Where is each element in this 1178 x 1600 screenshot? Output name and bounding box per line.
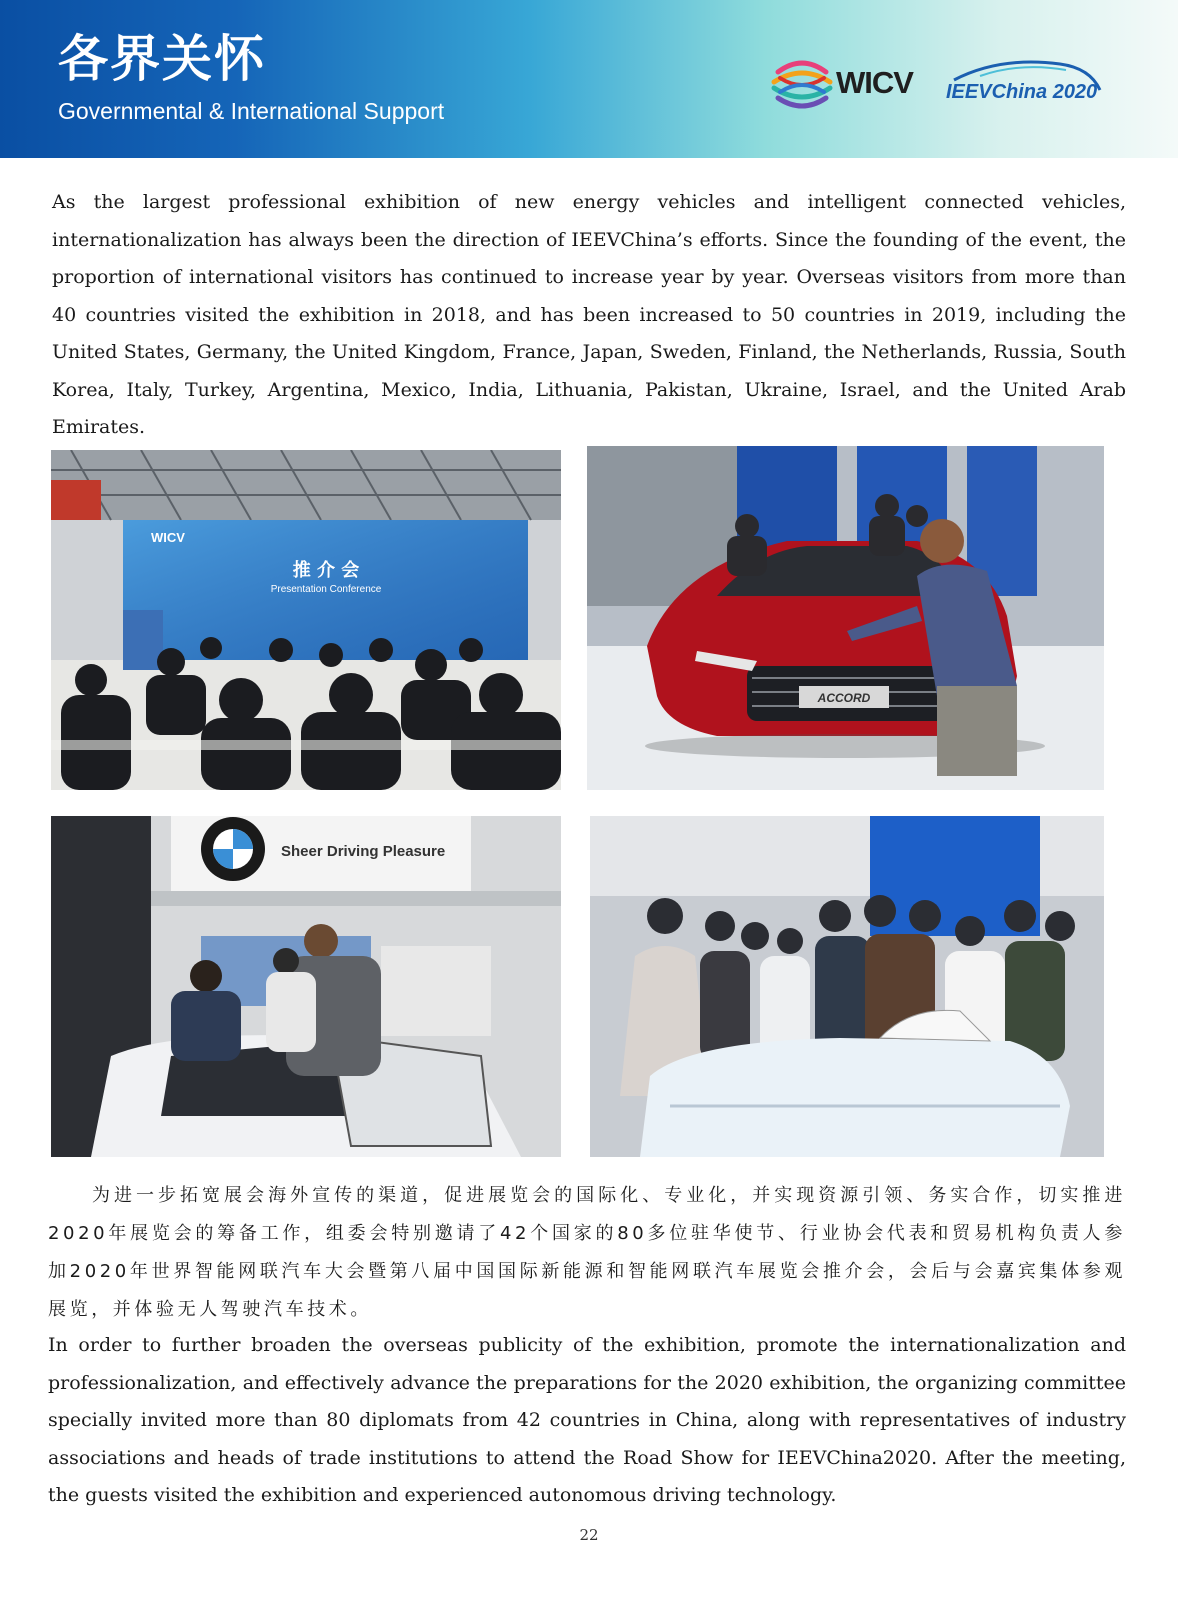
wicv-logo — [770, 52, 920, 116]
screen-brand-text: WICV — [151, 530, 185, 545]
screen-subtitle-text: Presentation Conference — [270, 584, 382, 595]
header-banner — [0, 0, 1178, 158]
photo-group-autonomous-car — [590, 816, 1104, 1157]
roadshow-paragraph-cn: 为进一步拓宽展会海外宣传的渠道，促进展览会的国际化、专业化，并实现资源引领、务实合作，切实推进2020年展览会的筹备工作，组委会特别邀请了42个国家的80多位驻华使节、行业协会代表和贸易机构负责人参加2020年世界智能网联汽车大会暨第八届中国国际新能源和智能网联汽车展览会推介会，会后与会嘉宾集体参观展览，并体验无人驾驶汽车技术。 — [48, 1185, 1126, 1320]
photo-honda-accord — [587, 446, 1104, 790]
roadshow-paragraph-en: In order to further broaden the overseas publicity of the exhibition, promote the internationalization and professionalization, and effectively advance the preparations for the 2020 exhibition, the organizing committee specially invited more than 80 diplomats from 42 countries in China, along with representatives of industry associations and heads of trade institutions to attend the Road Show for IEEVChina2020. After the meeting, the guests visited the exhibition and experienced autonomous driving technology. — [48, 1334, 1126, 1506]
ieevchina-logo — [940, 54, 1118, 118]
car-badge-text: ACCORD — [817, 691, 871, 705]
page-title-cn: 各界关怀 — [58, 30, 266, 88]
bmw-slogan-text: Sheer Driving Pleasure — [281, 843, 446, 860]
ieevchina-logo-text: IEEVChina 2020 — [946, 81, 1098, 103]
page-number: 22 — [579, 1526, 599, 1544]
wicv-logo-text: WICV — [836, 65, 913, 100]
photo-bmw-stand — [51, 816, 561, 1157]
photo-presentation-conference — [51, 450, 561, 790]
intro-paragraph-en: As the largest professional exhibition of new energy vehicles and intelligent connected vehicles, internationalization has always been the direction of IEEVChina’s efforts. Since the founding of the event, the proportion of international visitors has continued to increase year by year. Overseas visitors from more than 40 countries visited the exhibition in 2018, and has been increased to 50 countries in 2019, including the United States, Germany, the United Kingdom, France, Japan, Sweden, Finland, the Netherlands, Russia, South Korea, Italy, Turkey, Argentina, Mexico, India, Lithuania, Pakistan, Ukraine, Israel, and the United Arab Emirates. — [52, 191, 1126, 438]
page-title-en: Governmental & International Support — [58, 98, 445, 124]
screen-title-text: 推 介 会 — [292, 560, 360, 581]
wicv-logo-mark — [770, 52, 834, 116]
